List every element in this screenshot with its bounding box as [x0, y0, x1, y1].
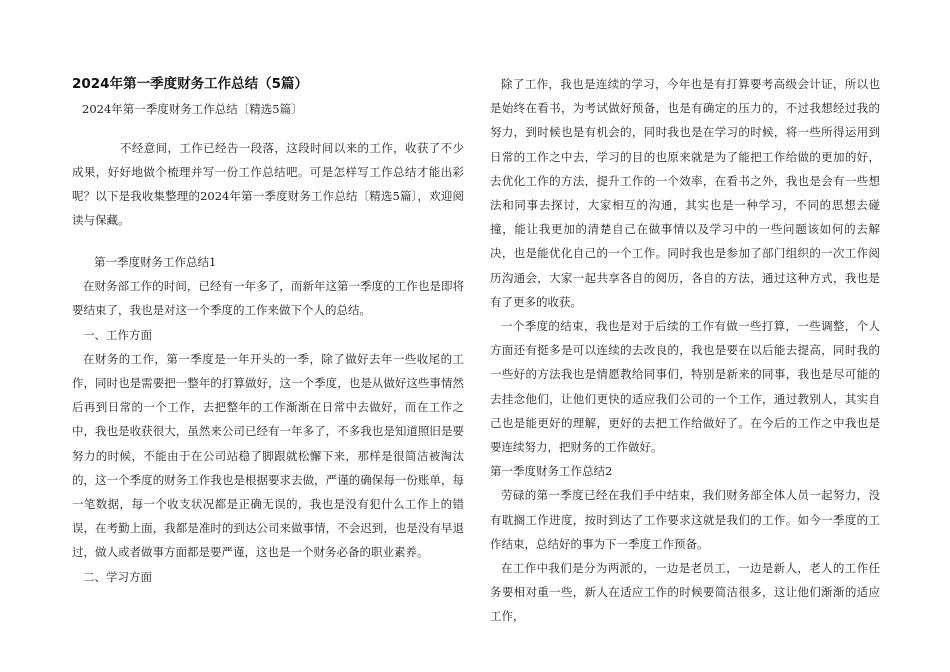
section2-paragraph-1: 劳碌的第一季度已经在我们手中结束，我们财务部全体人员一起努力，没有耽搁工作进度，按时到达了工作要求这就是我们的工作。如今一季度的工作结束，总结好的事为下一季度工作预备。: [490, 488, 880, 551]
document-title: 2024年第一季度财务工作总结（5篇）: [72, 76, 308, 92]
section1-title: 第一季度财务工作总结1: [94, 255, 217, 269]
section1-paragraph-3: 除了工作，我也是连续的学习，今年也是有打算要考高级会计证，所以也是始终在看书，为考试做好预备，也是有确定的压力的，不过我想经过我的努力，到时候也是有机会的，同时我也是在学习的时候，将一些所得运用到日常的工作之中去，学习的目的也原来就是为了能把工作给做的更加的好，去优化工作的方法，提升工作的一个效率，在看书之外，我也是会有一些想法和同事去探讨，大家相互的沟通，其实也是一种学习，不同的思想去碰撞，能让我更加的清楚自己在做事情以及学习中的一些问题该如何的去解决，也是能优化自己的一个工作。同时我也是参加了部门组织的一次工作阅历沟通会，大家一起共享各自的阅历，各自的方法，通过这种方式，我也是有了更多的收获。: [490, 77, 880, 309]
document-subtitle: 2024年第一季度财务工作总结〔精选5篇〕: [82, 102, 303, 116]
section2-title: 第一季度财务工作总结2: [490, 464, 613, 479]
section1-paragraph-2: 在财务的工作，第一季度是一年开头的一季，除了做好去年一些收尾的工作，同时也是需要把一整年的打算做好，这一个季度，也是从做好这些事情然后再到日常的一个工作，去把整年的工作渐渐在日常中去做好，而在工作之中，我也是收获很大，虽然来公司已经有一年多了，不多我也是知道照旧是要努力的时候，不能由于在公司站稳了脚跟就松懈下来，那样是很简洁被淘汰的，这一个季度的财务工作我也是根据要求去做，严谨的确保每一份账单，每一笔数据，每一个收支状况都是正确无误的，我也是没有犯什么工作上的错误，在考勤上面，我都是准时的到达公司来做事情，不会迟到，也是没有早退过，做人或者做事方面都是要严谨，这也是一个财务必备的职业素养。: [72, 351, 464, 560]
intro-paragraph: [72, 124, 464, 244]
section2-paragraph-2: 在工作中我们是分为两派的，一边是老员工，一边是新人，老人的工作任务要相对重一些，新人在适应工作的时候要简洁很多，这让他们渐渐的适应工作，: [490, 561, 880, 624]
section1-heading-study: 二、学习方面: [83, 569, 152, 584]
section1-paragraph-1: 在财务部工作的时间，已经有一年多了，而新年这第一季度的工作也是即将要结束了，我也是对这一个季度的工作来做下个人的总结。: [72, 279, 464, 318]
section1-heading-work: 一、工作方面: [83, 327, 152, 342]
right-column: [490, 72, 880, 629]
section1-block: [72, 250, 464, 589]
intro-text: 不经意间，工作已经告一段落，这段时间以来的工作，收获了不少成果，好好地做个梳理并写一份工作总结吧。可是怎样写工作总结才能出彩呢？以下是我收集整理的2024年第一季度财务工作总结〔精选5篇〕，欢迎阅读与保藏。: [72, 140, 464, 228]
section1-paragraph-4: 一个季度的结束，我也是对于后续的工作有做一些打算，一些调整，个人方面还有挺多是可以连续的去改良的，我也是要在以后能去提高，同时我的一些好的方法我也是情愿教给同事们，特别是新来的同事，我也是尽可能的去挂念他们，让他们更快的适应我们公司的一个工作，通过教别人，其实自己也是能更好的理解，更好的去把工作给做好了。在今后的工作之中我也是要连续努力，把财务的工作做好。: [490, 319, 880, 455]
